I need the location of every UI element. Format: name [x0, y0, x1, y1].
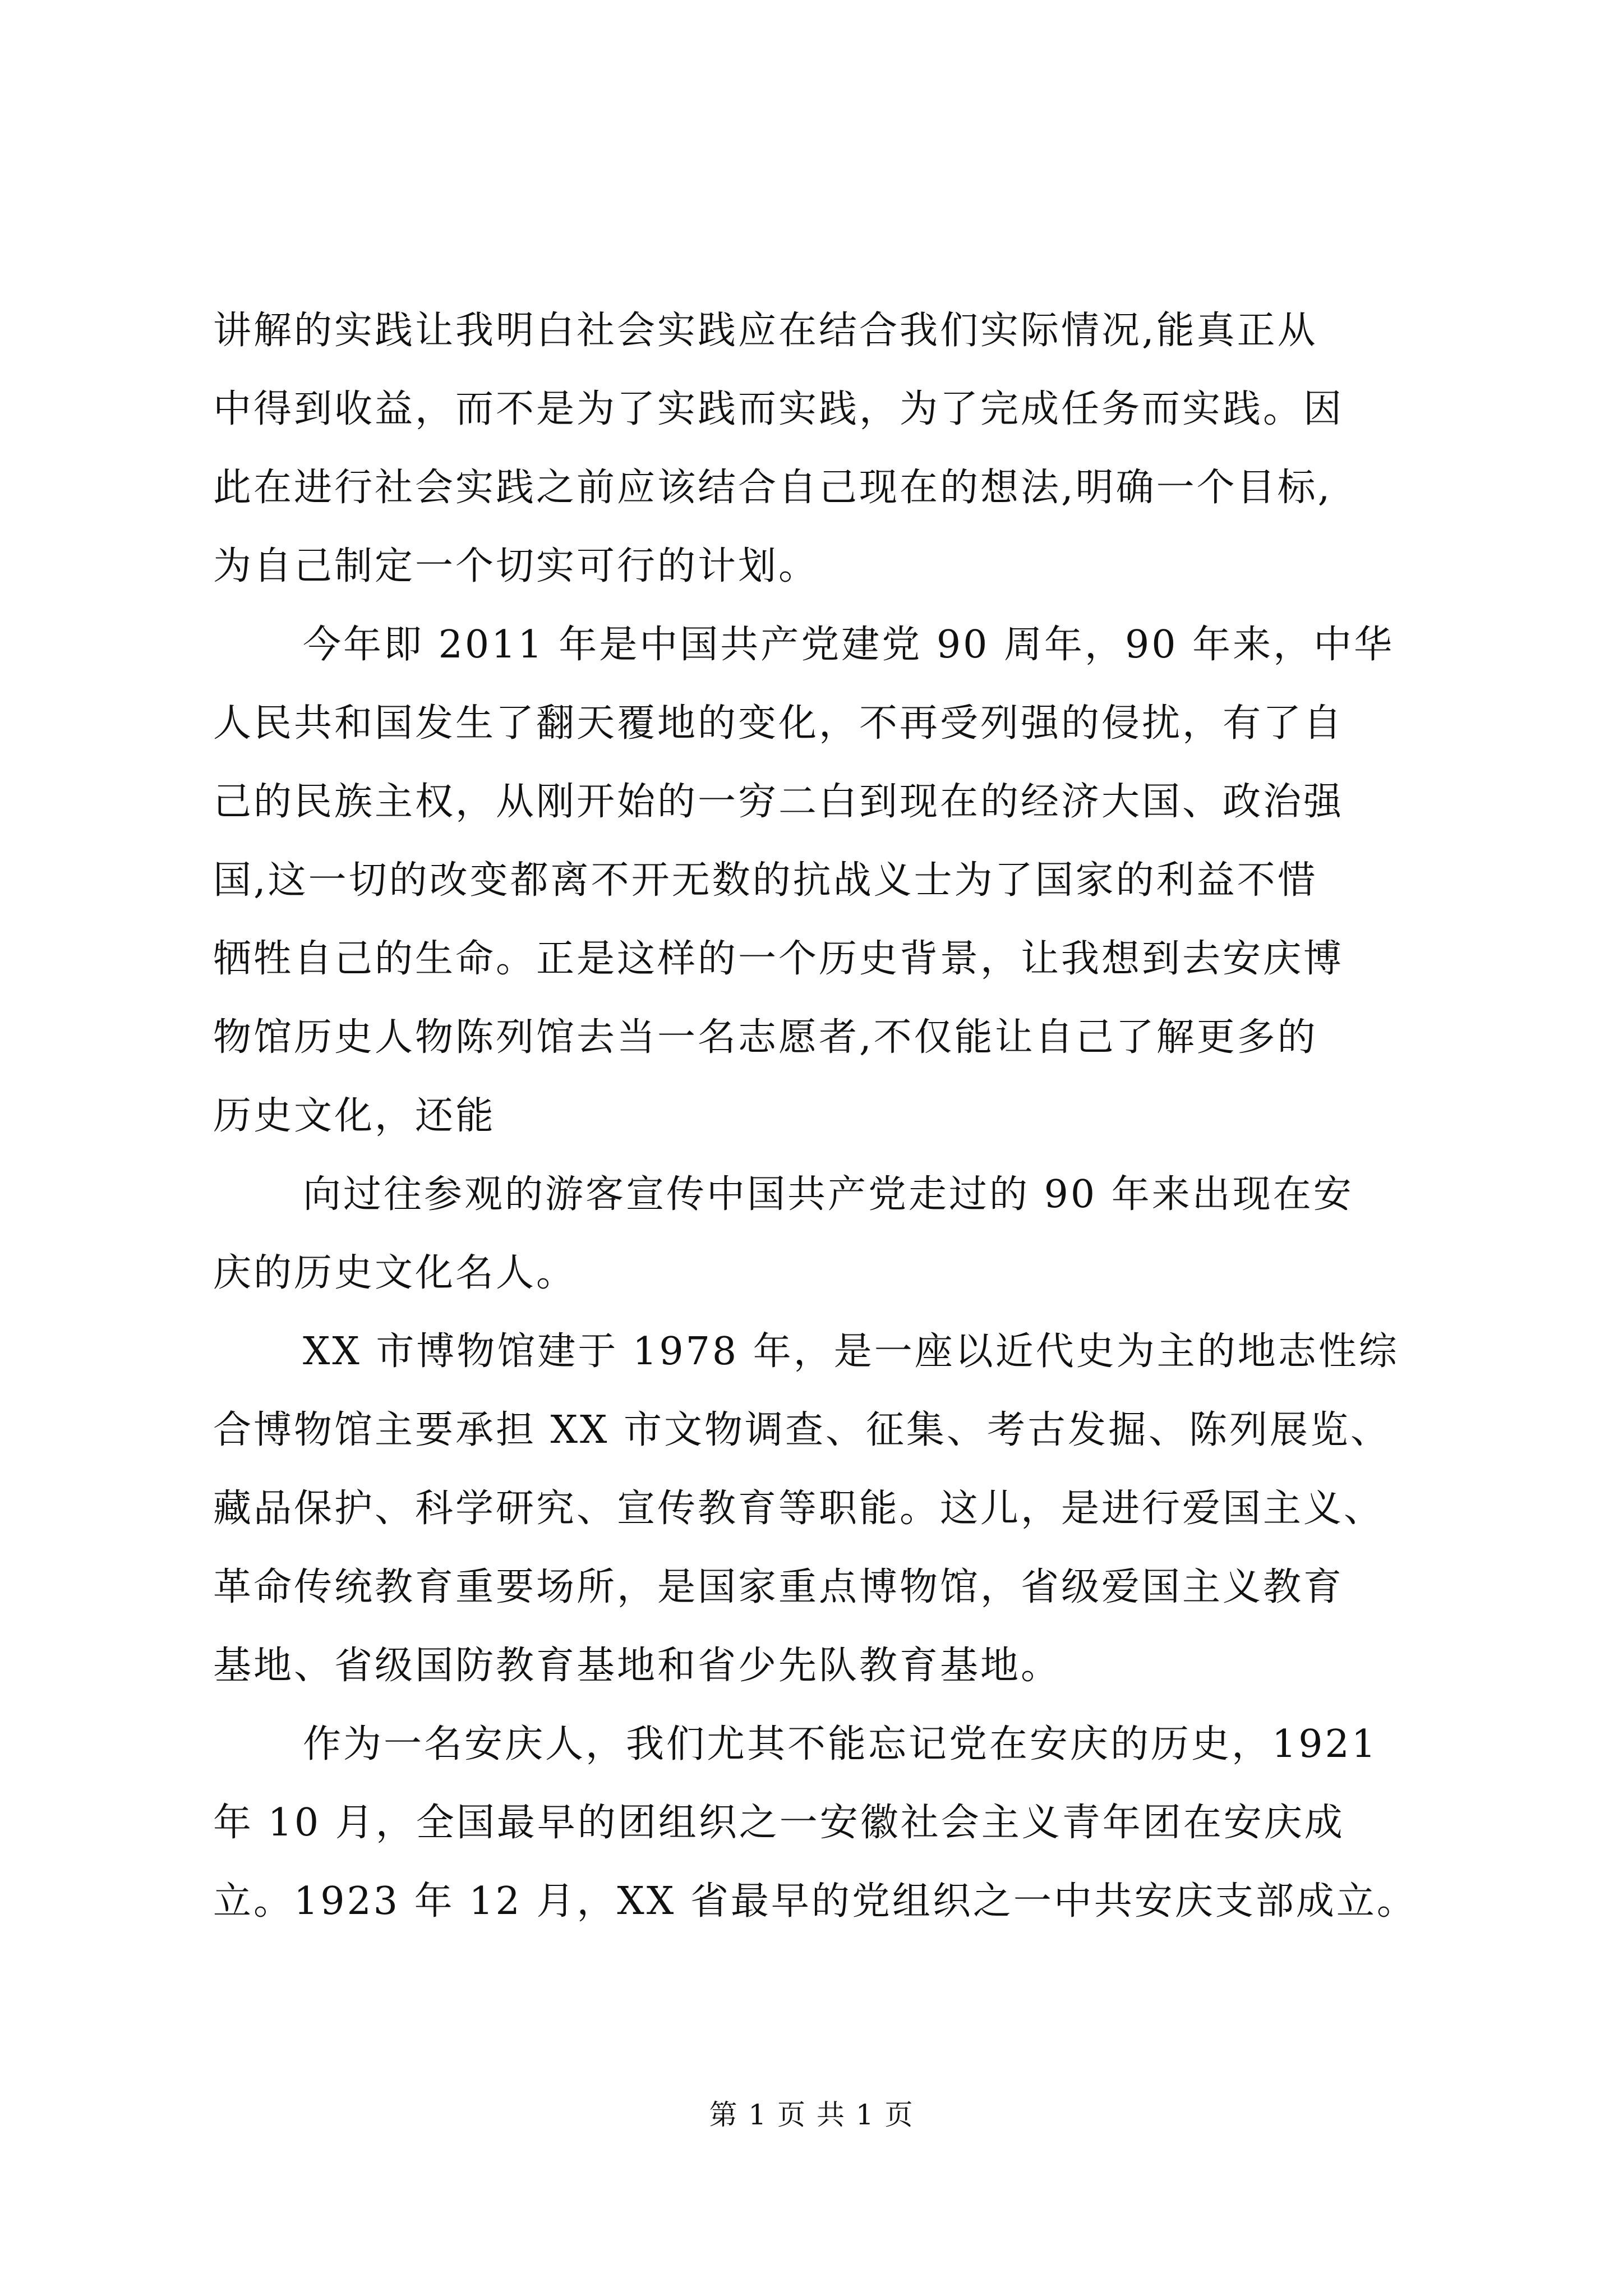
text-line: 革命传统教育重要场所，是国家重点博物馆，省级爱国主义教育 [213, 1565, 1344, 1609]
document-body [213, 292, 1424, 1941]
text-line: 藏品保护、科学研究、宣传教育等职能。这儿，是进行爱国主义、 [213, 1487, 1385, 1531]
text-line: 人民共和国发生了翻天覆地的变化，不再受列强的侵扰，有了自 [213, 701, 1344, 746]
text-line: 牺牲自己的生命。正是这样的一个历史背景，让我想到去安庆博 [213, 937, 1344, 981]
text-line: 中得到收益，而不是为了实践而实践，为了完成任务而实践。因 [213, 387, 1344, 431]
text-line: 年 10 月，全国最早的团组织之一安徽社会主义青年团在安庆成 [213, 1801, 1345, 1845]
text-line: 历史文化，还能 [213, 1094, 496, 1138]
text-line: 己的民族主权，从刚开始的一穷二白到现在的经济大国、政治强 [213, 780, 1344, 824]
text-line: 基地、省级国防教育基地和省少先队教育基地。 [213, 1644, 1062, 1688]
text-line: 此在进行社会实践之前应该结合自己现在的想法,明确一个目标, [213, 466, 1332, 510]
text-line: 讲解的实践让我明白社会实践应在结合我们实际情况,能真正从 [213, 309, 1318, 353]
paragraph-first-line: 今年即 2011 年是中国共产党建党 90 周年，90 年来，中华 [303, 623, 1395, 667]
text-line: 物馆历史人物陈列馆去当一名志愿者,不仅能让自己了解更多的 [213, 1015, 1318, 1060]
text-line: 合博物馆主要承担 XX 市文物调查、征集、考古发掘、陈列展览、 [213, 1408, 1391, 1452]
paragraph-first-line: XX 市博物馆建于 1978 年，是一座以近代史为主的地志性综 [303, 1329, 1399, 1374]
text-line: 为自己制定一个切实可行的计划。 [213, 544, 819, 588]
text-line: 庆的历史文化名人。 [213, 1251, 577, 1295]
text-line: 国,这一切的改变都离不开无数的抗战义士为了国家的利益不惜 [213, 858, 1318, 903]
page-number-footer: 第 1 页 共 1 页 [709, 2099, 914, 2131]
text-line: 立。1923 年 12 月，XX 省最早的党组织之一中共安庆支部成立。 [213, 1879, 1417, 1924]
paragraph-first-line: 向过往参观的游客宣传中国共产党走过的 90 年来出现在安 [303, 1172, 1354, 1217]
paragraph-first-line: 作为一名安庆人，我们尤其不能忘记党在安庆的历史，1921 [303, 1722, 1378, 1766]
